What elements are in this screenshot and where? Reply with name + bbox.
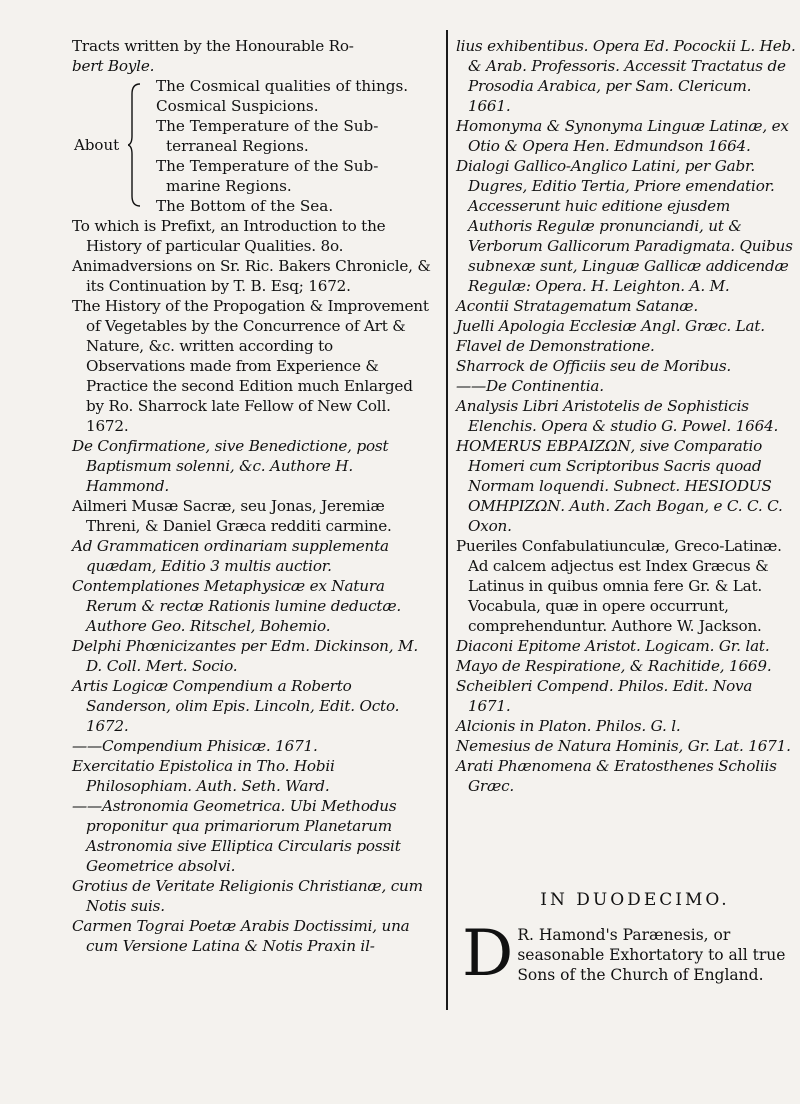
- catalog-entry: ——Compendium Phisicæ. 1671.: [72, 737, 318, 755]
- catalog-entry: Ailmeri Musæ Sacræ, seu Jonas, Jeremiæ Threni, & Daniel Græca redditi carmine.: [72, 497, 392, 535]
- catalog-entry: Delphi Phœnicizantes per Edm. Dickinson, M. D. Coll. Mert. Socio.: [72, 637, 418, 675]
- catalog-entry: Flavel de Demonstratione.: [456, 337, 655, 355]
- brace-icon: [128, 82, 142, 208]
- catalog-entry: HOMERUS ΕΒΡΑΙΖΩΝ, sive Comparatio Homeri cum Scriptoribus Sacris quoad Normam loquendi. Subnect. HESIODUS ΟΜΗΡΙΖΩΝ. Auth. Zach Bogan, e C. C. C. Oxon.: [456, 437, 783, 535]
- catalog-entry: To which is Prefixt, an Introduction to the History of particular Qualities. 8o.: [72, 217, 386, 255]
- catalog-entry: Scheibleri Compend. Philos. Edit. Nova 1671.: [456, 677, 753, 715]
- about-item: The Cosmical qualities of things.: [156, 77, 409, 95]
- section-heading: IN DUODECIMO.: [540, 890, 730, 910]
- about-item: marine Regions.: [166, 177, 292, 195]
- catalog-entry: Sharrock de Officiis seu de Moribus.: [456, 357, 732, 375]
- about-item: terraneal Regions.: [166, 137, 309, 155]
- catalog-entry: Grotius de Veritate Religionis Christianæ, cum Notis suis.: [72, 877, 423, 915]
- left-entries: [72, 216, 432, 956]
- right-entries: [456, 36, 796, 796]
- catalog-entry: Exercitatio Epistolica in Tho. Hobii Philosophiam. Auth. Seth. Ward.: [72, 757, 335, 795]
- catalog-entry: Alcionis in Platon. Philos. G. l.: [456, 717, 681, 735]
- catalog-entry: Artis Logicæ Compendium a Roberto Sanderson, olim Epis. Lincoln, Edit. Octo. 1672.: [72, 677, 400, 735]
- about-item: The Bottom of the Sea.: [156, 197, 334, 215]
- catalog-entry: Contemplationes Metaphysicæ ex Natura Rerum & rectæ Rationis lumine deductæ. Authore Geo. Ritschel, Bohemio.: [72, 577, 402, 635]
- catalog-entry: Arati Phænomena & Eratosthenes Scholiis Græc.: [456, 757, 777, 795]
- catalog-entry: Pueriles Confabulatiunculæ, Greco-Latinæ. Ad calcem adjectus est Index Græcus & Latinus in quibus omnia fere Gr. & Lat. Vocabula, quæ in opere occurrunt, comprehenduntur. Authore W. Jackson.: [456, 537, 782, 635]
- about-item: The Temperature of the Sub-: [156, 157, 379, 175]
- about-list: [146, 76, 436, 216]
- final-entry: [462, 917, 797, 991]
- catalog-entry: Animadversions on Sr. Ric. Bakers Chronicle, & its Continuation by T. B. Esq; 1672.: [72, 257, 431, 295]
- catalog-entry: Homonyma & Synonyma Linguæ Latinæ, ex Otio & Opera Hen. Edmundson 1664.: [456, 117, 789, 155]
- catalog-entry: lius exhibentibus. Opera Ed. Pocockii L. Heb. & Arab. Professoris. Accessit Tractatus de Prosodia Arabica, per Sam. Clericum. 1661.: [456, 37, 796, 115]
- column-divider: [446, 30, 448, 1010]
- left-column: [72, 36, 432, 956]
- catalog-entry: De Confirmatione, sive Benedictione, post Baptismum solenni, &c. Authore H. Hammond.: [72, 437, 389, 495]
- catalog-entry: Diaconi Epitome Aristot. Logicam. Gr. lat.: [456, 637, 770, 655]
- tracts-header: [72, 36, 432, 76]
- catalog-entry: ——Astronomia Geometrica. Ubi Methodus proponitur qua primariorum Planetarum Astronomia sive Elliptica Circularis possit Geometrice absolvi.: [72, 797, 401, 875]
- tracts-header-line-1: Tracts written by the Honourable Ro-: [72, 37, 354, 55]
- catalog-entry: Carmen Tograi Poetæ Arabis Doctissimi, una cum Versione Latina & Notis Praxin il-: [72, 917, 410, 955]
- dropcap: D: [462, 917, 514, 991]
- about-item: The Temperature of the Sub-: [156, 117, 379, 135]
- about-block: [72, 76, 432, 216]
- tracts-header-line-2: bert Boyle.: [72, 57, 155, 75]
- catalog-entry: Analysis Libri Aristotelis de Sophisticis Elenchis. Opera & studio G. Powel. 1664.: [456, 397, 779, 435]
- catalog-entry: Mayo de Respiratione, & Rachitide, 1669.: [456, 657, 772, 675]
- catalog-entry: Nemesius de Natura Hominis, Gr. Lat. 1671.: [456, 737, 791, 755]
- catalog-entry: The History of the Propogation & Improvement of Vegetables by the Concurrence of Art & Nature, &c. written according to Observations made from Experience & Practice the second Edition much Enlarged by Ro. Sharrock late Fellow of New Coll. 1672.: [72, 297, 429, 435]
- about-label: About: [74, 136, 120, 154]
- catalog-entry: ——De Continentia.: [456, 377, 604, 395]
- catalog-entry: Dialogi Gallico-Anglico Latini, per Gabr. Dugres, Editio Tertia, Priore emendatior. Accesserunt huic editione ejusdem Authoris Regulæ pronunciandi, ut & Verborum Gallicorum Paradigmata. Quibus subnexæ sunt, Linguæ Gallicæ addicendæ Regulæ: Opera. H. Leighton. A. M.: [456, 157, 793, 295]
- right-column: [456, 36, 796, 796]
- catalog-entry: Ad Grammaticen ordinariam supplementa quædam, Editio 3 multis auctior.: [72, 537, 389, 575]
- catalog-entry: Acontii Stratagematum Satanæ.: [456, 297, 699, 315]
- final-entry-text: R. Hamond's Parænesis, or seasonable Exhortatory to all true Sons of the Church of England.: [517, 926, 786, 984]
- about-item: Cosmical Suspicions.: [156, 97, 319, 115]
- catalog-entry: Juelli Apologia Ecclesiæ Angl. Græc. Lat.: [456, 317, 765, 335]
